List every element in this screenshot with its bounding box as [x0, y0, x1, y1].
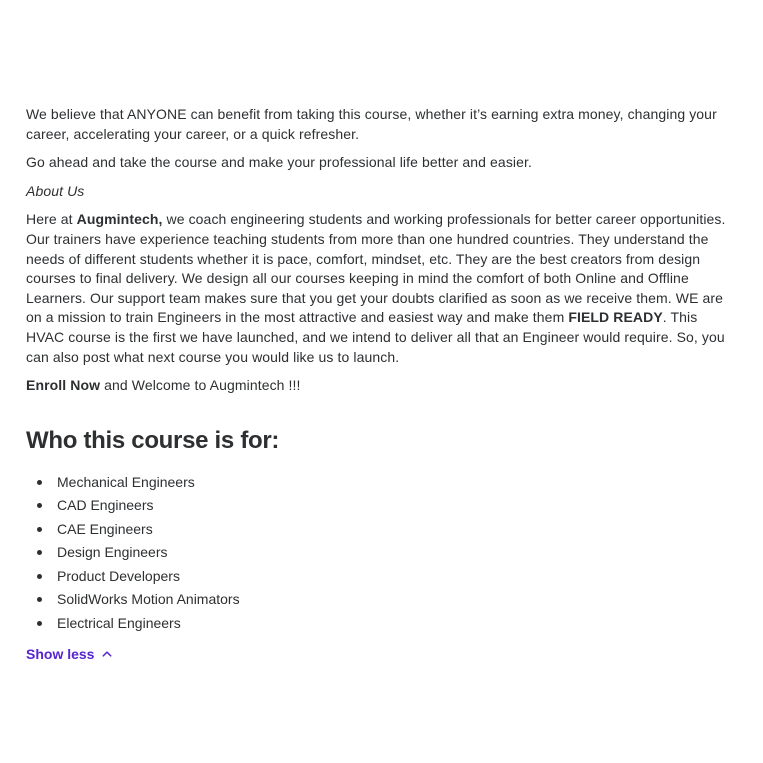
audience-list-item: Design Engineers: [26, 543, 735, 563]
bold-text: Augmintech,: [76, 211, 163, 228]
text-segment: Here at: [26, 211, 77, 228]
chevron-up-icon: [101, 648, 113, 660]
text-segment: and Welcome to Augmintech !!!: [100, 377, 301, 394]
description-paragraph: [26, 210, 735, 367]
description-paragraph: [26, 105, 735, 144]
italic-text: About Us: [26, 182, 85, 199]
audience-list-item: Electrical Engineers: [26, 614, 735, 634]
audience-list: [26, 473, 735, 634]
audience-list-item: Product Developers: [26, 567, 735, 587]
description-paragraphs: [26, 105, 735, 396]
text-segment: Go ahead and take the course and make your professional life better and easier.: [26, 154, 532, 171]
description-paragraph: [26, 153, 735, 173]
description-paragraph: [26, 182, 735, 202]
audience-list-item: SolidWorks Motion Animators: [26, 590, 735, 610]
audience-list-item: CAD Engineers: [26, 496, 735, 516]
show-less-button[interactable]: [26, 645, 113, 665]
audience-list-item: CAE Engineers: [26, 520, 735, 540]
bold-text: Enroll Now: [26, 377, 101, 394]
audience-heading: Who this course is for:: [26, 426, 280, 454]
show-less-label: Show less: [26, 645, 95, 662]
description-paragraph: [26, 376, 735, 396]
text-segment: . This HVAC course is the first we have launched, and we intend to deliver all that an Engineer would require. So, you can also post what next course you would like us to launch.: [26, 309, 725, 365]
text-segment: We believe that ANYONE can benefit from taking this course, whether it’s earning extra money, changing your career, accelerating your career, or a quick refresher.: [26, 106, 717, 142]
bold-text: FIELD READY: [568, 309, 663, 326]
audience-list-item: Mechanical Engineers: [26, 473, 735, 493]
text-segment: we coach engineering students and working professionals for better career opportunities. Our trainers have experience teaching students from more than one hundred countries. They understand the needs of different students whether it is pace, comfort, mindset, etc. They are the best creators from design courses to final delivery. We design all our courses keeping in mind the comfort of both Online and Offline Learners. Our support team makes sure that you get your doubts clarified as soon as we receive them. WE are on a mission to train Engineers in the most attractive and easiest way and make them: [26, 211, 726, 326]
